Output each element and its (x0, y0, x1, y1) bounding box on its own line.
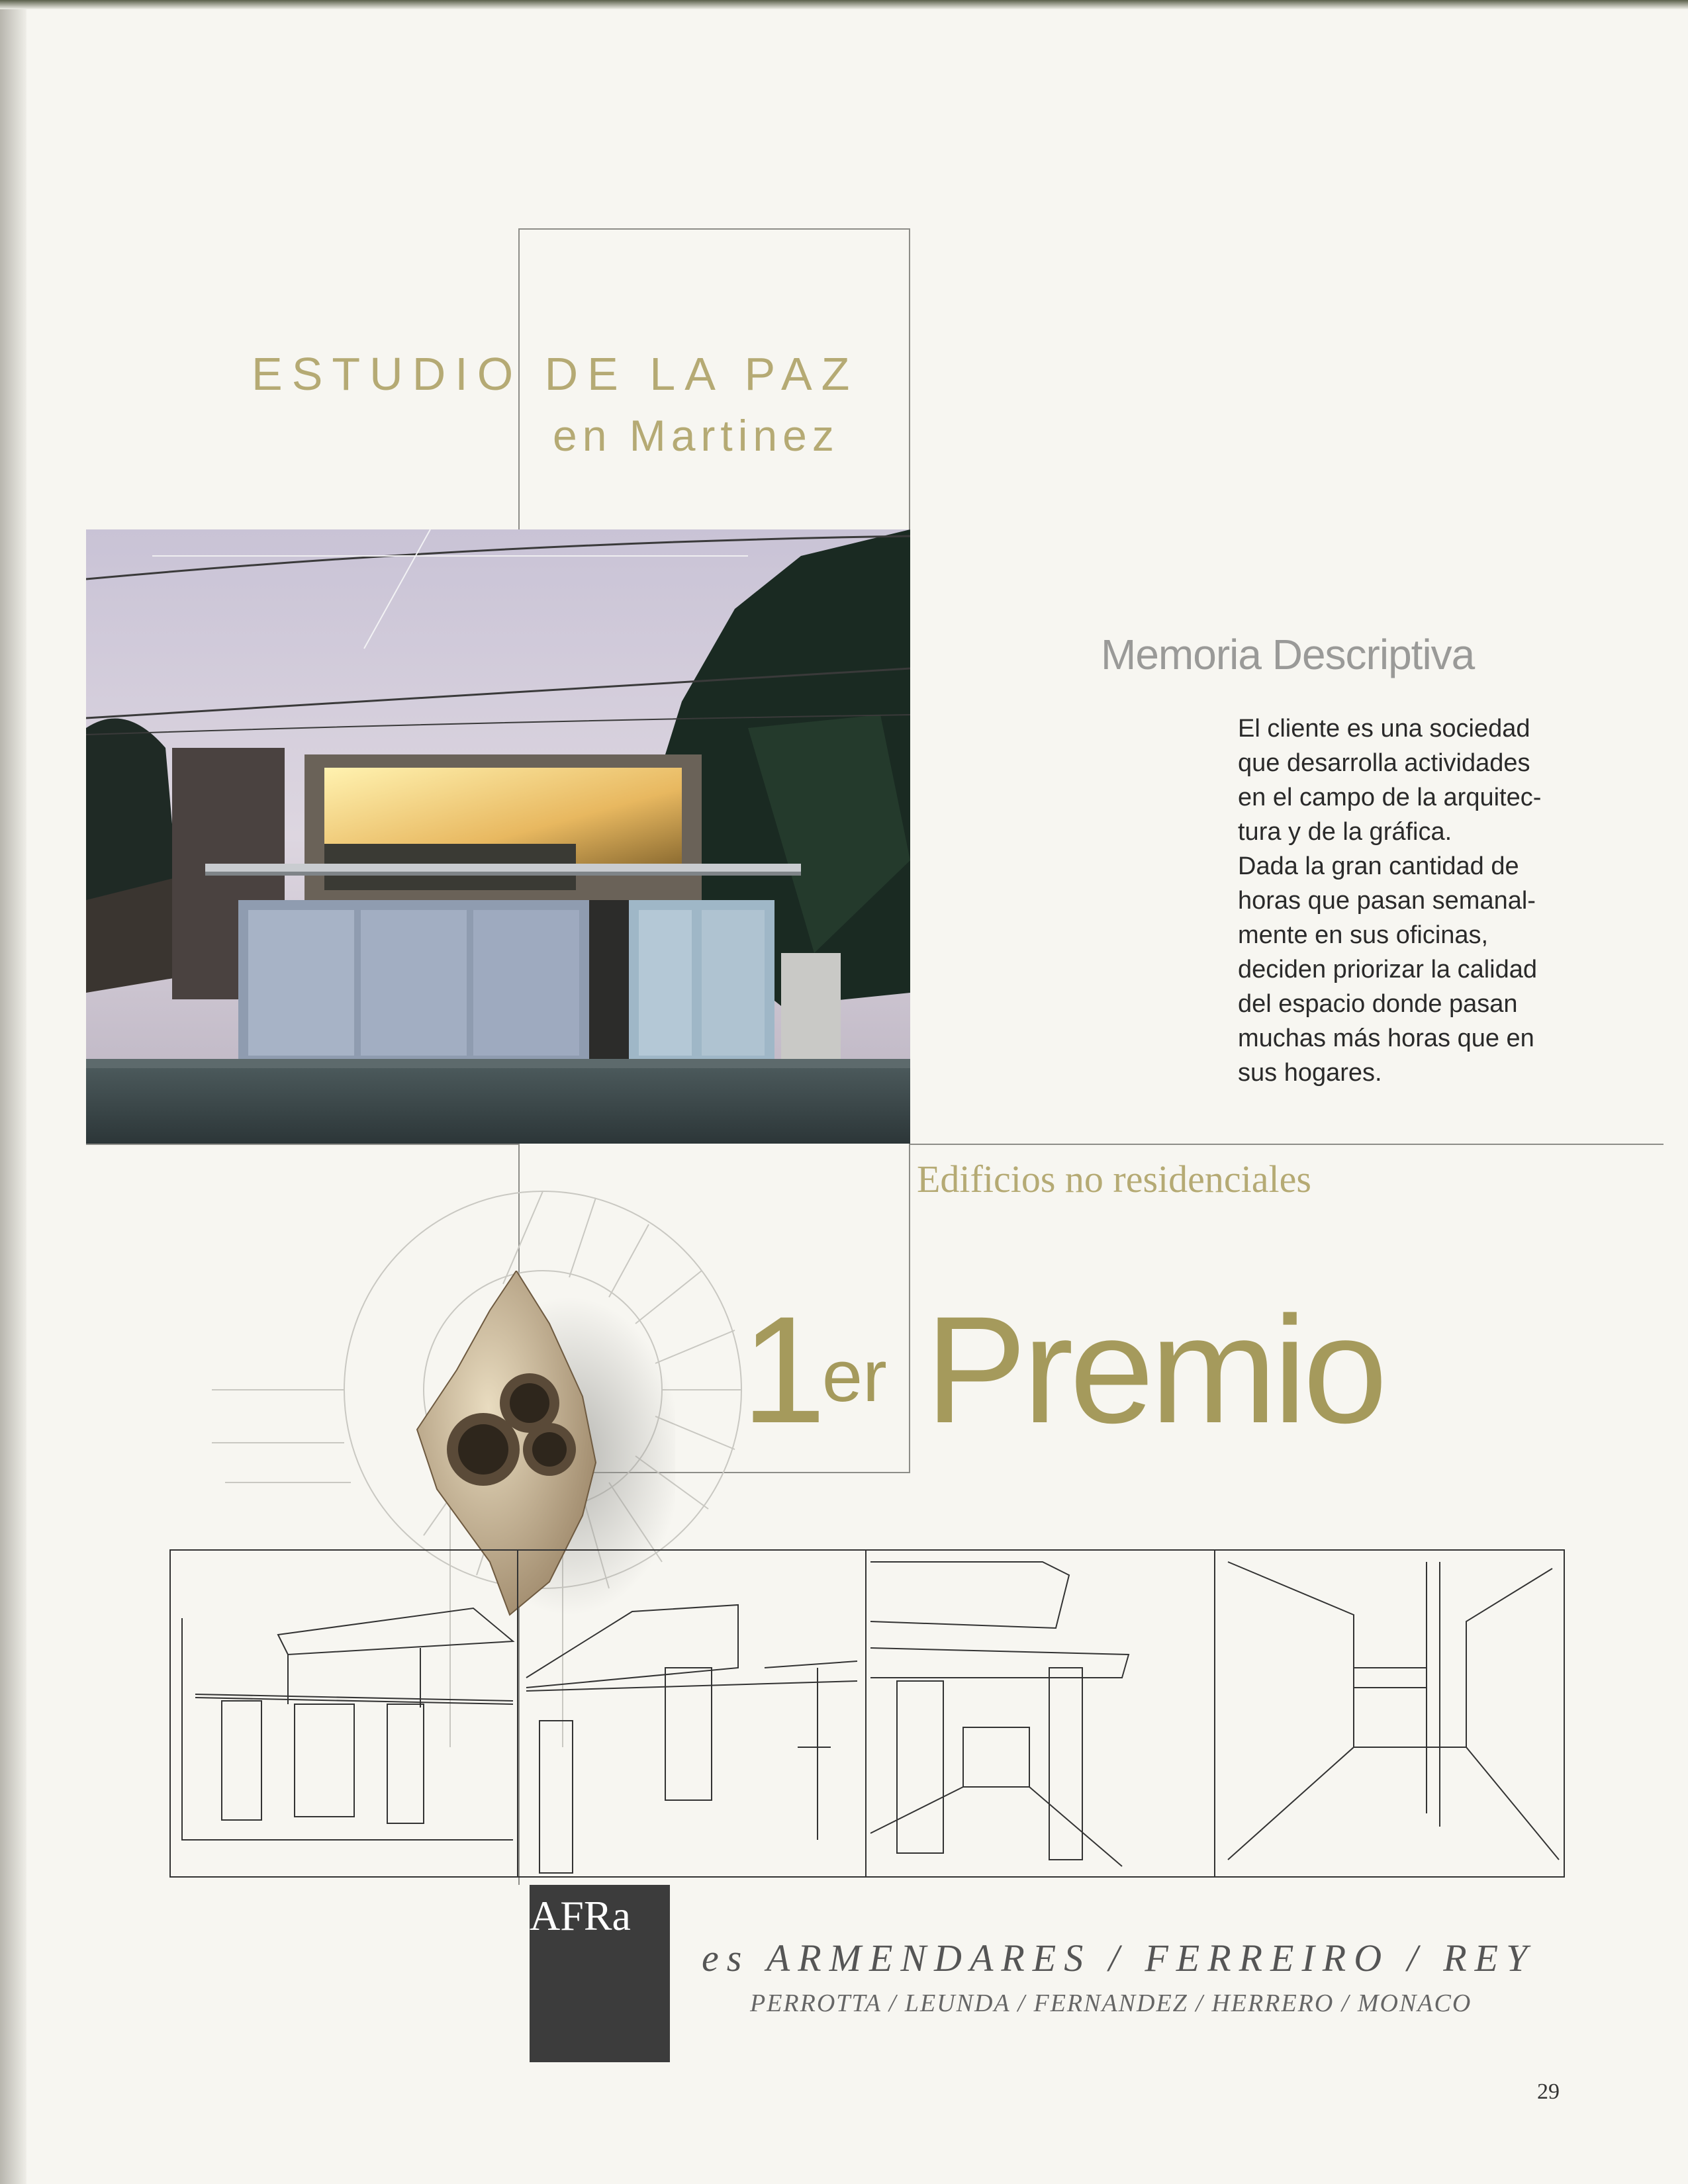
award-ordinal-suffix: er (821, 1336, 887, 1417)
frame-line-top (518, 228, 910, 230)
collaborators-credit: PERROTTA / LEUNDA / FERNANDEZ / HERRERO / MONACO (750, 1989, 1472, 2017)
page-edge-shadow (0, 0, 26, 2184)
award-label: Premio (925, 1285, 1384, 1455)
award-category: Edificios no residenciales (917, 1158, 1311, 1201)
memoria-heading: Memoria Descriptiva (1101, 631, 1475, 678)
project-location: en Martinez (553, 411, 839, 460)
memoria-text (1238, 711, 1582, 1090)
memoria-line: muchas más horas que en (1238, 1024, 1534, 1052)
perspective-drawings (169, 1549, 1566, 1880)
memoria-line: mente en sus oficinas, (1238, 921, 1489, 949)
frame-line-mid (909, 1144, 1664, 1145)
memoria-line: del espacio donde pasan (1238, 990, 1518, 1018)
frame-line-photo-bottom (86, 1144, 520, 1145)
page-number: 29 (1537, 2079, 1560, 2104)
memoria-line: El cliente es una sociedad (1238, 715, 1530, 743)
award-ordinal: 1 (741, 1285, 822, 1455)
memoria-line: Dada la gran cantidad de (1238, 852, 1519, 880)
memoria-line: tura y de la gráfica. (1238, 818, 1452, 846)
page-top-edge (0, 0, 1688, 9)
award-title (741, 1285, 1384, 1455)
memoria-line: en el campo de la arquitec- (1238, 784, 1542, 811)
project-title: ESTUDIO DE LA PAZ (252, 348, 859, 400)
memoria-line: sus hogares. (1238, 1059, 1382, 1087)
memoria-line: que desarrolla actividades (1238, 749, 1530, 777)
memoria-line: horas que pasan semanal- (1238, 887, 1536, 915)
memoria-line: deciden priorizar la calidad (1238, 956, 1538, 983)
architects-credit: es ARMENDARES / FERREIRO / REY (702, 1936, 1536, 1979)
building-photo (86, 529, 910, 1144)
afra-logo-text: AFRa (530, 1892, 631, 1939)
